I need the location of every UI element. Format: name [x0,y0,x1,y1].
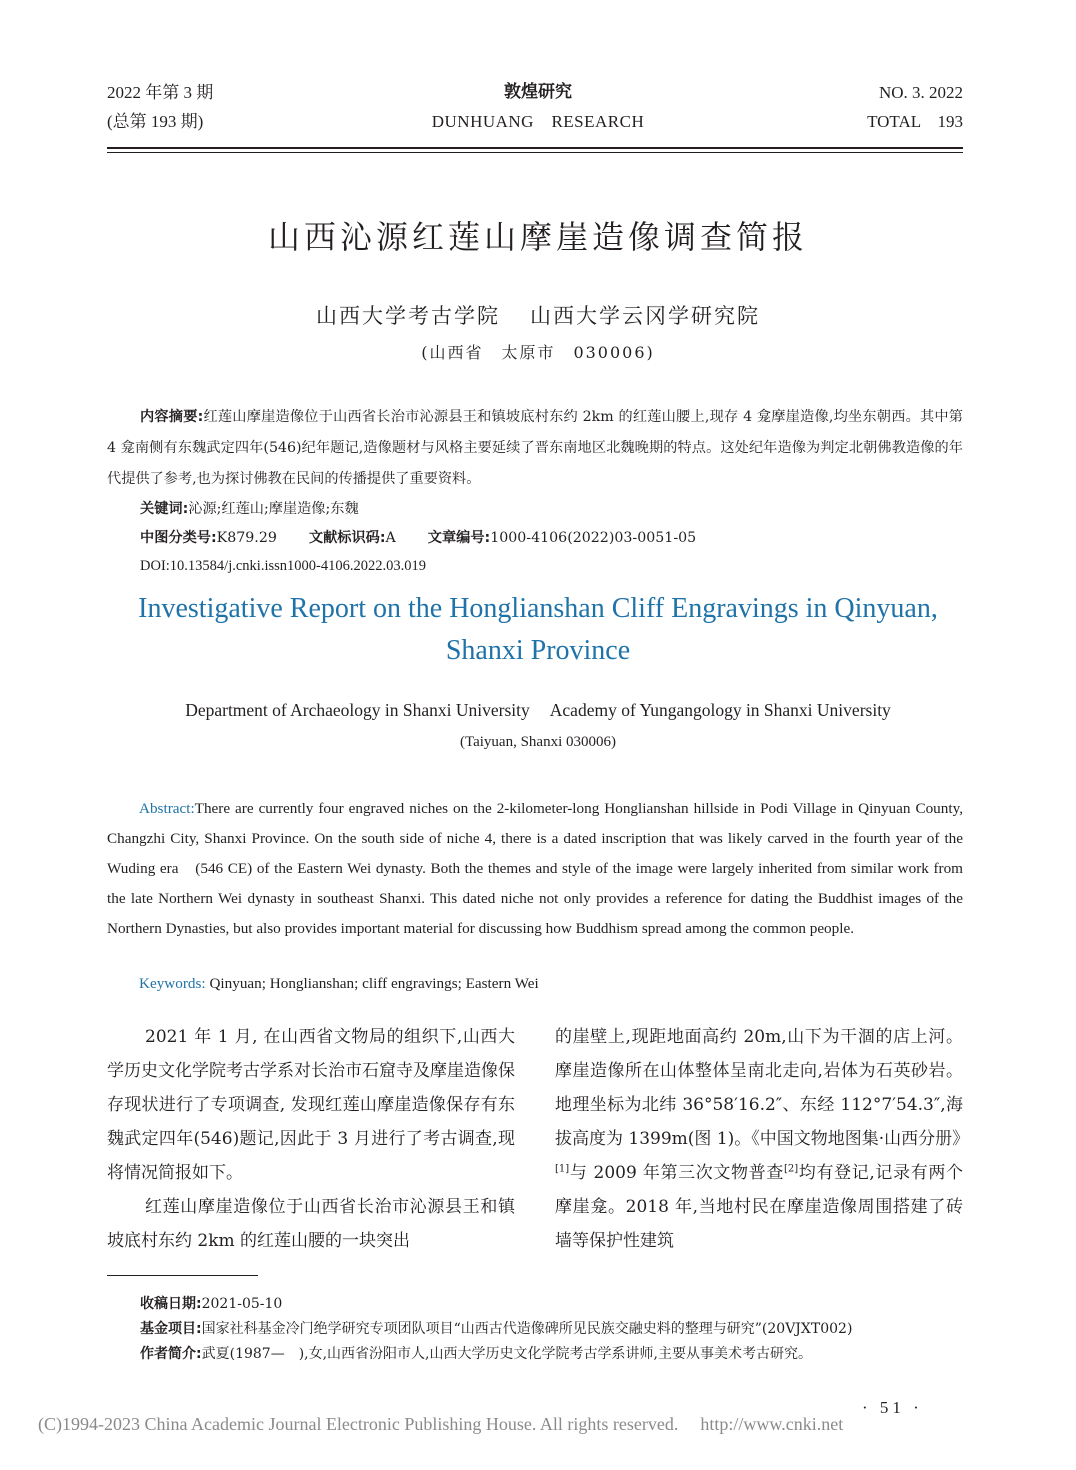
article-title-en-line2: Shanxi Province [445,635,631,666]
body-paragraph-2: 红莲山摩崖造像位于山西省长治市沁源县王和镇坡底村东约 2km 的红莲山腰的一块突出 [107,1197,515,1251]
reference-2[interactable]: [2] [783,1163,799,1175]
header-rule-thick [107,147,963,149]
issue-number-cn: 2022 年第 3 期 [107,83,214,102]
journal-name-en: DUNHUANG RESEARCH [431,112,645,131]
doi: DOI:10.13584/j.cnki.issn1000-4106.2022.03.019 [140,558,426,574]
received-label: 收稿日期: [140,1296,202,1312]
author-affiliation-2-cn: 山西大学云冈学研究院 [530,304,760,328]
fund-value: 国家社科基金冷门绝学研究专项团队项目“山西古代造像碑所见民族交融史料的整理与研究”(20VJXT002) [201,1321,853,1337]
author-affiliation-1-cn: 山西大学考古学院 [316,304,500,328]
body-column-right [555,1020,970,1258]
abstract-en-label: Abstract: [139,800,195,817]
issue-number-en: NO. 3. 2022 [878,83,963,102]
copyright-watermark [38,1414,843,1435]
author-affiliation-1-en: Department of Archaeology in Shanxi University [185,700,530,720]
body-paragraph-2-continued [555,1020,970,1258]
doc-code-label: 文献标识码: [308,530,386,546]
article-title-en [0,588,1076,672]
classification-line [107,524,963,553]
keywords-cn-label: 关键词: [140,501,189,517]
author-affiliation-2-en: Academy of Yungangology in Shanxi University [549,700,891,720]
received-date [140,1292,970,1317]
site-url[interactable]: http://www.cnki.net [700,1414,844,1434]
clc-label: 中图分类号: [140,530,217,546]
keywords-cn [107,495,963,524]
body-text-b: 与 2009 年第三次文物普查 [569,1163,784,1183]
abstract-en [107,794,963,944]
clc-value: K879.29 [216,530,277,546]
total-issue-cn: (总第 193 期) [107,112,204,131]
body-text-c: 均有登记,记录有两个摩崖龛。2018 年,当地村民在摩崖造像周围搭建了砖墙等保护性建筑 [555,1163,964,1251]
article-number-label: 文章编号: [427,530,491,546]
abstract-cn-block [107,402,963,580]
keywords-en-text: Qinyuan; Honglianshan; cliff engravings; Eastern Wei [205,975,539,992]
received-value: 2021-05-10 [201,1296,283,1312]
reference-1[interactable]: [1] [555,1163,570,1175]
abstract-cn-text: 红莲山摩崖造像位于山西省长治市沁源县王和镇坡底村东约 2km 的红莲山腰上,现存 4 龛摩崖造像,均坐东朝西。其中第 4 龛南侧有东魏武定四年(546)纪年题记,造像题材与风格主要延续了晋东南地区北魏晚期的特点。这处纪年造像为判定北朝佛教造像的年代提供了参考,也为探讨佛教在民间的传播提供了重要资料。 [107,409,963,487]
footnote-rule [107,1275,258,1276]
authors-en [0,700,1076,721]
abstract-en-text: There are currently four engraved niches on the 2-kilometer-long Honglianshan hillside in Podi Village in Qinyuan County, Changzhi City, Shanxi Province. On the south side of niche 4, there is a dated inscription that was likely carved in the fourth year of the Wuding era (546 CE) of the Eastern Wei dynasty. Both the themes and style of the image were largely inherited from similar work from the late Northern Wei dynasty in southeast Shanxi. This dated niche not only provides a reference for dating the Buddhist images of the Northern Dynasties, but also provides important material for discussing how Buddhism spread among the common people. [107,800,963,937]
address-cn: (山西省 太原市 030006) [421,343,655,362]
total-issue-en: TOTAL 193 [867,112,963,131]
footnotes [140,1292,970,1367]
abstract-cn [107,402,963,495]
keywords-en [139,975,539,993]
page-number: · 51 · [862,1398,923,1417]
header-rule-thin [107,152,963,153]
author-bio [140,1342,970,1367]
address-en: (Taiyuan, Shanxi 030006) [459,734,616,750]
copyright-text: (C)1994-2023 China Academic Journal Electronic Publishing House. All rights reserved. [38,1414,679,1434]
doc-code-value: A [385,530,396,546]
journal-name-cn: 敦煌研究 [504,82,572,102]
abstract-en-block [107,794,963,944]
keywords-cn-text: 沁源;红莲山;摩崖造像;东魏 [188,501,359,517]
author-label: 作者简介: [140,1346,202,1362]
abstract-cn-label: 内容摘要: [140,409,204,425]
article-title-cn: 山西沁源红莲山摩崖造像调查简报 [267,218,808,256]
journal-issue-right [867,78,963,136]
body-text-a: 的崖壁上,现距地面高约 20m,山下为干涸的店上河。摩崖造像所在山体整体呈南北走向,岩体为石英砂岩。地理坐标为北纬 36°58′16.2″、东经 112°7′54.3″,海拔高度为 1399m(图 1)。《中国文物地图集·山西分册》 [555,1027,970,1149]
author-value: 武夏(1987— ),女,山西省汾阳市人,山西大学历史文化学院考古学系讲师,主要从事美术考古研究。 [201,1346,812,1362]
body-paragraph-1: 2021 年 1 月, 在山西省文物局的组织下,山西大学历史文化学院考古学系对长治市石窟寺及摩崖造像保存现状进行了专项调查, 发现红莲山摩崖造像保存有东魏武定四年(546)题记,因此于 3 月进行了考古调查,现将情况简报如下。 [107,1027,515,1183]
article-title-en-line1: Investigative Report on the Honglianshan Cliff Engravings in Qinyuan, [138,593,938,624]
fund-label: 基金项目: [140,1321,202,1337]
keywords-en-label: Keywords: [139,975,206,992]
article-number-value: 1000-4106(2022)03-0051-05 [490,530,697,546]
authors-cn [0,300,1076,330]
body-column-left [107,1020,515,1258]
fund-info [140,1317,970,1342]
